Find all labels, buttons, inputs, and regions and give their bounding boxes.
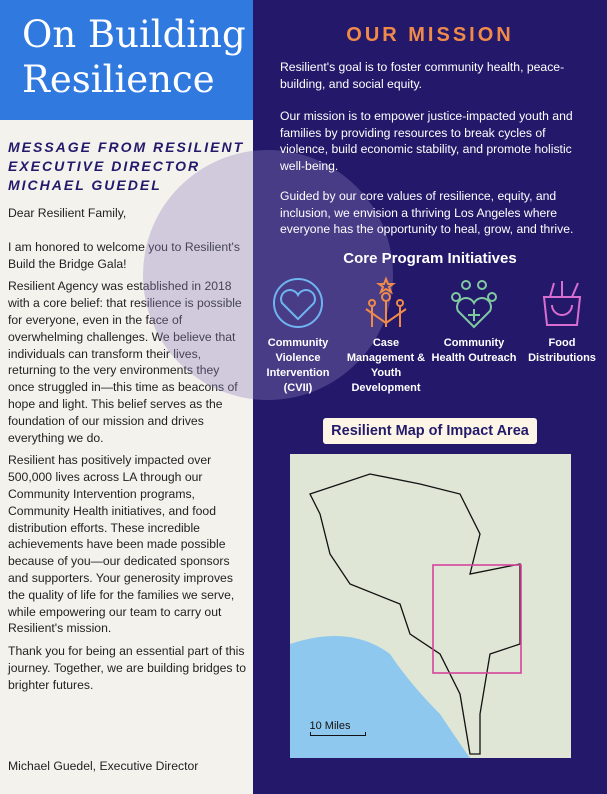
program-list (253, 275, 607, 396)
mission-title: OUR MISSION (346, 24, 514, 46)
impact-area-map[interactable] (290, 454, 571, 758)
health-heart-icon (446, 275, 502, 331)
signoff: Michael Guedel, Executive Director (8, 758, 199, 773)
salutation: Dear Resilient Family, (8, 206, 127, 220)
mission-paragraph-2: Our mission is to empower justice-impacted youth and families by providing resources to break cycles of violence, build economic stability, and promote holistic well-being. (280, 109, 573, 173)
mission-paragraph-3: Guided by our core values of resilience, equity, and inclusion, we envision a thriving Los Angeles where everyone has the opportunity to heal, grow, and thrive. (280, 189, 574, 236)
map-title: Resilient Map of Impact Area (323, 418, 537, 444)
program-health-outreach (431, 275, 517, 396)
programs-title: Core Program Initiatives (343, 249, 517, 267)
title-banner (0, 0, 253, 120)
paragraph-4: Thank you for being an essential part of this journey. Together, we are building bridges to brighter futures. (8, 644, 247, 692)
paragraph-3: Resilient has positively impacted over 500,000 lives across LA through our Community Intervention programs, Community Health initiatives, and food distribution efforts. These incredible achievements have been made possible because of you—our dedicated sponsors and supporters. Your generosity improves the quality of life for the families we serve, while empowering our team to carry out Resilient's mission. (8, 453, 235, 636)
page-title-line1: On Building (22, 13, 246, 56)
page-title-line2: Resilience (22, 58, 215, 101)
grocery-bag-icon (534, 275, 590, 331)
signature (16, 718, 253, 754)
program-label: Food Distributions (528, 336, 596, 364)
paragraph-1: I am honored to welcome you to Resilient's Build the Bridge Gala! (8, 239, 240, 271)
paragraph-2: Resilient Agency was established in 2018 with a core belief: that resilience is possible for everyone, even in the face of overwhelming challenges. We believe that individuals can transform their lives, returning to the very environments they once struggled in—this time as beacons of hope and light. This belief serves as the foundation of our mission and drives everything we do. (8, 279, 242, 445)
program-label: Community Health Outreach (431, 336, 517, 364)
program-food (519, 275, 605, 396)
mission-paragraph-1: Resilient's goal is to foster community health, peace-building, and social equity. (280, 60, 565, 91)
program-label: Case Management & Youth Development (346, 336, 426, 394)
program-cvi (255, 275, 341, 396)
program-label: Community Violence Intervention (CVII) (266, 336, 330, 394)
message-heading: MESSAGE FROM RESILIENT EXECUTIVE DIRECTOR MICHAEL GUEDEL (8, 139, 245, 193)
people-star-icon (358, 275, 414, 331)
program-case-management (343, 275, 429, 396)
map-scale: 10 Miles (310, 720, 366, 736)
director-message-column (0, 0, 253, 794)
handshake-heart-icon (270, 275, 326, 331)
mission-column (253, 0, 607, 786)
map-graphic (290, 454, 571, 758)
